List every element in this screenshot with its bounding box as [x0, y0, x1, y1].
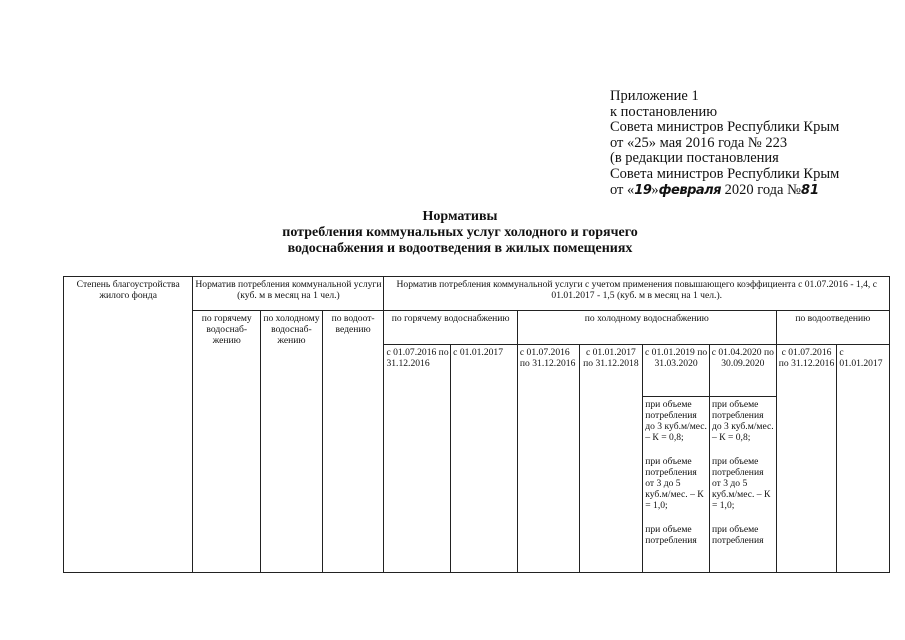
title-line: Нормативы	[422, 209, 498, 224]
condition-item: при объеме потребления до 3 куб.м/мес. – К = 0,8;	[645, 399, 707, 443]
appendix-line: от «25» мая 2016 года № 223	[610, 134, 788, 151]
period-cold-3: с 01.01.2019 по 31.03.2020	[643, 345, 710, 397]
header-coef-cold: по холодному водоснабжению	[517, 311, 776, 345]
date-suffix: 2020 года №	[721, 181, 801, 198]
period-cold-4: с 01.04.2020 по 30.09.2020	[709, 345, 776, 397]
header-norm-drain: по водоот-ведению	[322, 311, 384, 573]
period-cold-2: с 01.01.2017 по 31.12.2018	[579, 345, 643, 573]
condition-item: при объеме потребления до 3 куб.м/мес. – К = 0,8;	[711, 399, 774, 443]
coef-conditions-2020	[709, 397, 776, 573]
date-quote: »	[651, 181, 659, 198]
period-drain-1: с 01.07.2016 по 31.12.2016	[776, 345, 837, 573]
condition-item: при объеме потребления	[711, 524, 764, 546]
period-drain-2: с 01.01.2017	[837, 345, 890, 573]
title-line: потребления коммунальных услуг холодного и горячего	[282, 225, 638, 240]
appendix-line: к постановлению	[610, 103, 718, 120]
handwritten-day: 19	[634, 182, 652, 198]
header-coef-drain: по водоотведению	[776, 311, 889, 345]
condition-item: при объеме потребления от 3 до 5 куб.м/мес. – К = 1,0;	[711, 456, 771, 511]
appendix-line: (в редакции постановления	[610, 150, 779, 167]
header-norm-hot: по горячему водоснаб-жению	[193, 311, 261, 573]
coef-conditions-2019	[643, 397, 710, 573]
appendix-date-line	[610, 183, 900, 199]
document-title	[250, 209, 670, 257]
condition-item: при объеме потребления	[645, 524, 697, 546]
period-hot-2: с 01.01.2017	[451, 345, 518, 573]
title-line: водоснабжения и водоотведения в жилых помещениях	[287, 241, 633, 256]
header-norm-group: Норматив потребления коммунальной услуги (куб. м в месяц на 1 чел.)	[193, 277, 384, 311]
header-coef-hot: по горячему водоснабжению	[384, 311, 517, 345]
appendix-line: Приложение 1	[610, 88, 699, 104]
period-hot-1: с 01.07.2016 по 31.12.2016	[384, 345, 451, 573]
appendix-line: Совета министров Республики Крым	[610, 165, 840, 182]
period-cold-1: с 01.07.2016 по 31.12.2016	[517, 345, 579, 573]
handwritten-month: февраля	[658, 182, 722, 198]
appendix-line: Совета министров Республики Крым	[610, 119, 840, 136]
norms-table	[63, 276, 890, 573]
header-degree: Степень благоустройства жилого фонда	[64, 277, 193, 573]
condition-item: при объеме потребления от 3 до 5 куб.м/мес. – К = 1,0;	[645, 456, 704, 511]
date-prefix: от «	[610, 181, 635, 198]
header-norm-coef-group: Норматив потребления коммунальной услуги с учетом применения повышающего коэффициента с 01.07.2016 - 1,4, с 01.01.2017 - 1,5 (куб. м в месяц на 1 чел.).	[384, 277, 890, 311]
header-norm-cold: по холодному водоснаб-жению	[261, 311, 323, 573]
appendix-header	[610, 89, 900, 198]
handwritten-number: 81	[800, 182, 820, 198]
